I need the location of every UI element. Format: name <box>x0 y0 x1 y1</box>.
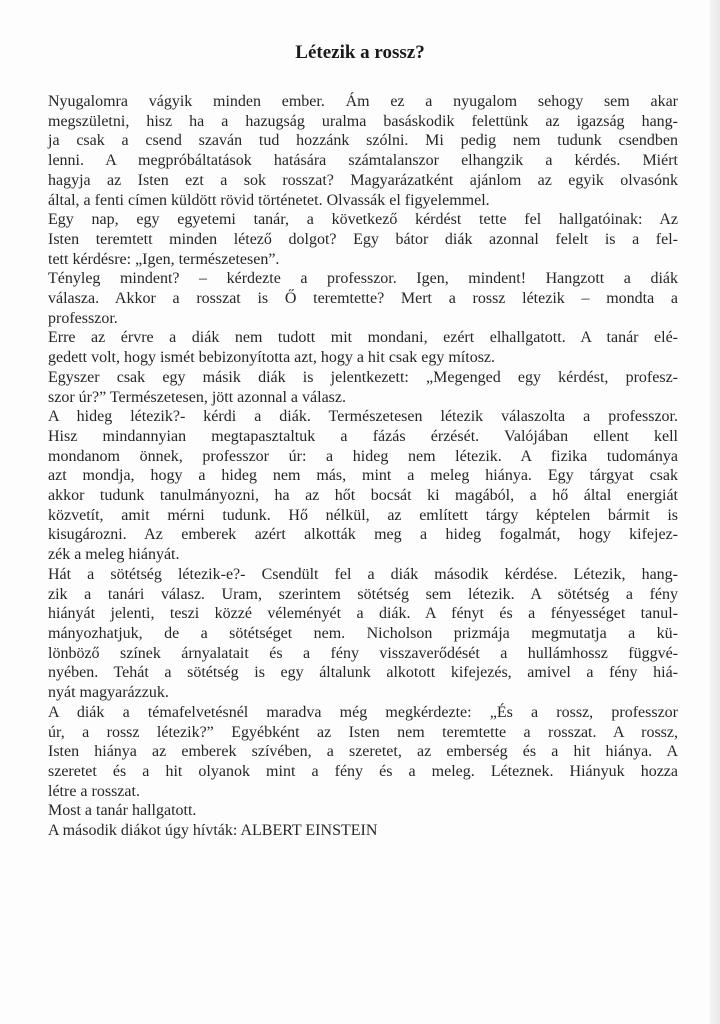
text-line: mányozhatjuk, de a sötétséget nem. Nicholson prizmája megmutatja a kü- <box>48 624 678 642</box>
page-edge-shadow <box>710 0 720 1024</box>
text-line: gedett volt, hogy ismét bebizonyította azt, hogy a hit csak egy mítosz. <box>48 349 496 367</box>
text-line: megszületni, hisz ha a hazugság uralma basáskodik felettünk az igazság hang- <box>48 112 678 130</box>
text-line: A diák a témafelvetésnél maradva még megkérdezte: „És a rossz, professzor <box>48 703 678 721</box>
text-line: A második diákot úgy hívták: ALBERT EINSTEIN <box>48 822 378 840</box>
text-line: professzor. <box>48 309 118 327</box>
text-line: lönböző színek árnyalatait és a fény visszaverődését a hullámhossz függvé- <box>48 644 678 662</box>
text-line: nyát magyarázzuk. <box>48 684 169 702</box>
text-line: Hát a sötétség létezik-e?- Csendült fel a diák második kérdése. Létezik, hang- <box>48 565 678 583</box>
text-line: Egyszer csak egy másik diák is jelentkezett: „Megenged egy kérdést, profesz- <box>48 368 678 386</box>
text-line: Erre az érvre a diák nem tudott mit mondani, ezért elhallgatott. A tanár elé- <box>48 329 678 347</box>
text-line: Tényleg mindent? – kérdezte a professzor. Igen, mindent! Hangzott a diák <box>48 270 678 288</box>
text-line: mondanom önnek, professzor úr: a hideg nem létezik. A fizika tudománya <box>48 447 678 465</box>
text-line: kisugározni. Az emberek azért alkották meg a hideg fogalmát, hogy kifejez- <box>48 526 678 544</box>
text-line: tett kérdésre: „Igen, természetesen”. <box>48 250 280 268</box>
document-title: Létezik a rossz? <box>295 42 425 63</box>
text-line: úr, a rossz létezik?” Egyébként az Isten nem teremtette a rosszat. A rossz, <box>48 723 678 741</box>
text-line: zik a tanári válasz. Uram, szerintem sötétség sem létezik. A sötétség a fény <box>48 585 678 603</box>
text-line: Egy nap, egy egyetemi tanár, a következő kérdést tette fel hallgatóinak: Az <box>48 211 678 229</box>
text-line: által, a fenti címen küldött rövid történetet. Olvassák el figyelemmel. <box>48 191 490 209</box>
text-line: Hisz mindannyian megtapasztaltuk a fázás érzését. Valójában ellent kell <box>48 427 678 445</box>
text-line: létre a rosszat. <box>48 782 140 800</box>
text-line: Isten teremtett minden létező dolgot? Egy bátor diák azonnal felelt is a fel- <box>48 230 678 248</box>
text-line: nyében. Tehát a sötétség is egy általunk alkotott kifejezés, amivel a fény hiá- <box>48 664 678 682</box>
text-line: Nyugalomra vágyik minden ember. Ám ez a nyugalom sehogy sem akar <box>48 93 678 110</box>
document-body <box>48 92 678 841</box>
text-line: akkor tudunk tanulmányozni, ha az hőt bocsát ki magából, a hő által energiát <box>48 487 678 505</box>
text-line: azt mondja, hogy a hideg nem más, mint a meleg hiánya. Egy tárgyat csak <box>48 467 678 485</box>
text-line: közvetít, amit mérni tudunk. Hő nélkül, az említett tárgy képtelen bármit is <box>48 506 678 524</box>
text-line: lenni. A megpróbáltatások hatására számtalanszor elhangzik a kérdés. Miért <box>48 152 678 170</box>
text-line: zék a meleg hiányát. <box>48 546 180 564</box>
text-line: Most a tanár hallgatott. <box>48 802 197 820</box>
text-line: válasza. Akkor a rosszat is Ő teremtette? Mert a rossz létezik – mondta a <box>48 290 678 308</box>
text-line: hagyja az Isten ezt a sok rosszat? Magyarázatként ajánlom az egyik olvasónk <box>48 171 678 189</box>
text-line: ja csak a csend szaván tud hozzánk szólni. Mi pedig nem tudunk csendben <box>48 132 678 150</box>
text-line: A hideg létezik?- kérdi a diák. Természetesen létezik válaszolta a professzor. <box>48 408 678 426</box>
text-line: hiányát jelenti, teszi közzé véleményét a diák. A fényt és a fényességet tanul- <box>48 605 678 623</box>
text-line: szeretet és a hit olyanok mint a fény és a meleg. Léteznek. Hiányuk hozza <box>48 762 678 780</box>
text-line: szor úr?” Természetesen, jött azonnal a válasz. <box>48 388 346 406</box>
text-line: Isten hiánya az emberek szívében, a szeretet, az emberség és a hit hiánya. A <box>48 743 678 761</box>
